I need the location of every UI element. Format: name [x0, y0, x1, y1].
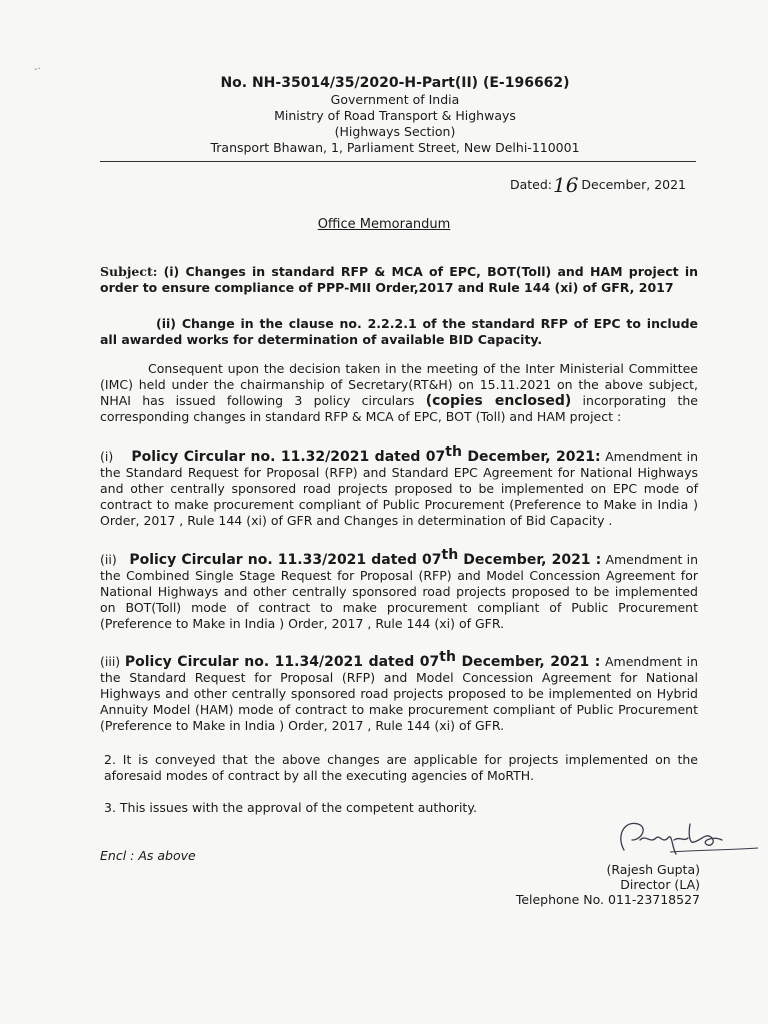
- circular-number: (iii): [100, 654, 121, 669]
- circular-title-date: December, 2021 :: [458, 552, 602, 568]
- subject-item-2: (ii) Change in the clause no. 2.2.2.1 of the standard RFP of EPC to include all awarded works for determination of available BID Capacity.: [100, 316, 698, 347]
- circular-description: Amendment in the Combined Single Stage Request for Proposal (RFP) and Model Concession Agreement for National Highways and other centrally sponsored road projects proposed to be implemented on BOT(Toll) mode of contract to make procurement compliant of Public Procurement (Preference to Make in India ) Order, 2017 , Rule 144 (xi) of GFR.: [100, 552, 699, 631]
- date-day-handwritten: 16: [552, 173, 579, 197]
- subject-text-1: (i) Changes in standard RFP & MCA of EPC, BOT(Toll) and HAM project in order to ensure compliance of PPP-MII Order,2017 and Rule 144 (xi) of GFR, 2017: [100, 264, 698, 295]
- intro-copies-enclosed: (copies enclosed): [425, 393, 572, 409]
- circular-title-suffix: th: [445, 443, 462, 460]
- signatory-telephone: Telephone No. 011-23718527: [515, 892, 700, 907]
- circular-item-1: [100, 443, 698, 529]
- circular-title: Policy Circular no. 11.32/2021 dated 07: [131, 449, 446, 465]
- paragraph-2: 2. It is conveyed that the above changes are applicable for projects implemented on the aforesaid modes of contract by all the executing agencies of MoRTH.: [104, 752, 698, 783]
- signatory-name: (Rajesh Gupta): [606, 862, 700, 877]
- circular-title-date: December, 2021 :: [455, 654, 601, 670]
- circular-number: (ii): [100, 552, 117, 567]
- circular-title-suffix: th: [441, 546, 459, 563]
- circular-title: Policy Circular no. 11.34/2021 dated 07: [124, 654, 440, 670]
- handwritten-signature: [610, 810, 760, 870]
- circular-title: Policy Circular no. 11.33/2021 dated 07: [129, 552, 442, 568]
- header-ministry: Ministry of Road Transport & Highways: [274, 108, 516, 123]
- subject-item-1: [100, 264, 698, 296]
- circular-item-3: [100, 648, 699, 734]
- circular-description: Amendment in the Standard Request for Proposal (RFP) and Standard EPC Agreement for National Highways and other centrally sponsored road projects proposed to be implemented on EPC mode of contract to make procurement compliant of Public Procurement (Preference to Make in India ) Order, 2017 , Rule 144 (xi) of GFR and Changes in determination of Bid Capacity .: [100, 449, 698, 528]
- letterhead: [100, 74, 690, 156]
- signatory-designation: Director (LA): [620, 877, 700, 892]
- subject-label: Subject:: [100, 264, 158, 279]
- circular-description: Amendment in the Standard Request for Proposal (RFP) and Model Concession Agreement for National Highways and other centrally sponsored road projects proposed to be implemented on Hybrid Annuity Model (HAM) mode of contract to make procurement compliant of Public Procurement (Preference to Make in India ) Order, 2017 , Rule 144 (xi) of GFR.: [100, 654, 699, 733]
- scan-mark: -·: [34, 64, 41, 75]
- intro-text-2: incorporating the corresponding changes in standard RFP & MCA of EPC, BOT (Toll) and HAM project :: [100, 393, 698, 424]
- intro-text-1: Consequent upon the decision taken in the meeting of the Inter Ministerial Committee (IMC) held under the chairmanship of Secretary(RT&H) on 15.11.2021 on the above subject, NHAI has issued following 3 policy circulars: [100, 361, 698, 408]
- reference-number: No. NH-35014/35/2020-H-Part(II) (E-196662): [220, 75, 570, 91]
- header-section: (Highways Section): [334, 124, 456, 139]
- header-government: Government of India: [330, 92, 460, 107]
- signatory-block: [516, 862, 700, 907]
- paragraph-3: 3. This issues with the approval of the competent authority.: [104, 800, 477, 815]
- enclosure-note: Encl : As above: [100, 848, 196, 863]
- date-month-year: December, 2021: [581, 177, 686, 192]
- document-title: Office Memorandum: [317, 217, 451, 232]
- header-address: Transport Bhawan, 1, Parliament Street, New Delhi-110001: [210, 140, 580, 155]
- intro-paragraph: [100, 361, 698, 425]
- circular-title-suffix: th: [439, 648, 456, 665]
- circular-number: (i): [100, 449, 114, 464]
- header-divider: [100, 161, 696, 162]
- date-label: Dated:: [509, 177, 552, 192]
- circular-title-date: December, 2021:: [461, 449, 601, 465]
- circular-item-2: [100, 546, 699, 632]
- date-line: [509, 170, 686, 197]
